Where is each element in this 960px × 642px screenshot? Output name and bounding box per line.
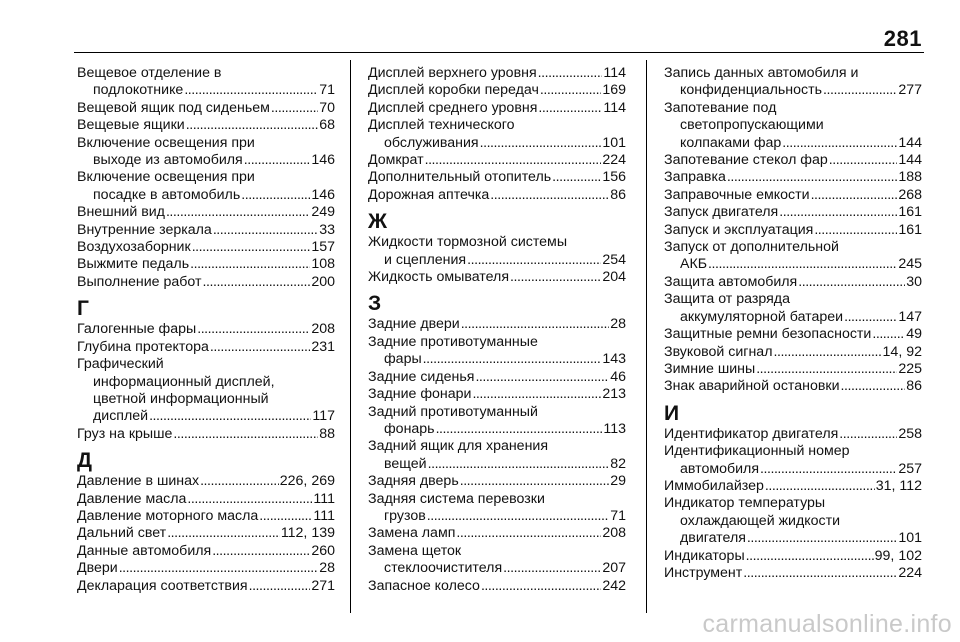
leader-dots xyxy=(167,525,280,542)
entry-text: Дисплей технического xyxy=(368,117,515,134)
leader-dots xyxy=(259,508,312,525)
leader-dots xyxy=(425,152,602,169)
section-letter: Д xyxy=(77,449,92,473)
index-column-1 xyxy=(77,65,335,595)
leader-dots xyxy=(841,378,906,395)
entry-text: Задние фонари xyxy=(368,386,472,403)
entry-text: Звуковой сигнал xyxy=(664,343,773,360)
entry-text: обслуживания xyxy=(384,134,479,151)
leader-dots xyxy=(271,100,318,117)
page-reference: 70 xyxy=(319,99,335,116)
entry-text: Идентификатор двигателя xyxy=(664,425,839,442)
page-reference: 157 xyxy=(311,239,335,256)
leader-dots xyxy=(727,169,897,186)
entry-text: Задний противотуманный xyxy=(368,403,538,420)
index-entry xyxy=(368,438,626,473)
page-reference: 144 xyxy=(898,152,922,169)
leader-dots xyxy=(244,152,311,169)
page-reference: 257 xyxy=(898,460,922,477)
entry-text: фонарь xyxy=(384,420,435,437)
index-entry xyxy=(77,356,335,426)
index-entry xyxy=(77,560,335,577)
index-entry xyxy=(77,508,335,525)
leader-dots xyxy=(538,100,602,117)
page-reference: 144 xyxy=(898,134,922,151)
entry-text: Давление моторного масла xyxy=(77,507,259,524)
leader-dots xyxy=(184,82,318,99)
index-entry xyxy=(664,326,922,343)
page-reference: 49 xyxy=(906,326,922,343)
entry-text: цветной информационный xyxy=(93,390,269,407)
entry-text: Задние двери xyxy=(368,316,460,333)
index-entry xyxy=(664,443,922,478)
page-reference: 161 xyxy=(898,204,922,221)
leader-dots xyxy=(475,369,609,386)
index-entry xyxy=(664,565,922,582)
entry-text: двигателя xyxy=(680,530,746,547)
index-entry xyxy=(77,578,335,595)
index-entry xyxy=(664,204,922,221)
entry-text: Жидкость омывателя xyxy=(368,269,510,286)
leader-dots xyxy=(428,456,610,473)
entry-text: Вещевой ящик под сиденьем xyxy=(77,99,270,116)
index-entry xyxy=(368,316,626,333)
page-reference: 271 xyxy=(311,577,335,594)
entry-text: Воздухозаборник xyxy=(77,239,191,256)
entry-text: Задние сиденья xyxy=(368,368,475,385)
page-reference: 117 xyxy=(312,408,335,425)
index-column-3 xyxy=(664,65,922,582)
index-entry xyxy=(368,117,626,152)
entry-text: Зимние шины xyxy=(664,360,756,377)
column-divider xyxy=(350,60,351,613)
leader-dots xyxy=(166,204,310,221)
index-entry xyxy=(77,274,335,291)
watermark-text: carmanualsonline.info xyxy=(702,610,952,638)
index-entry xyxy=(368,100,626,117)
entry-text: Галогенные фары xyxy=(77,321,197,338)
index-entry xyxy=(664,291,922,326)
leader-dots xyxy=(814,222,897,239)
entry-text: Защитные ремни безопасности xyxy=(664,326,872,343)
entry-text: Дисплей среднего уровня xyxy=(368,99,538,116)
entry-text: Вещевое отделение в xyxy=(77,65,222,81)
page-reference: 86 xyxy=(906,378,922,395)
page-reference: 28 xyxy=(610,316,626,333)
entry-text: Запотевание стекол фар xyxy=(664,152,828,169)
entry-text: светопропускающими xyxy=(680,117,824,134)
entry-text: Запасное колесо xyxy=(368,577,480,594)
index-entry xyxy=(664,152,922,169)
index-entry xyxy=(664,426,922,443)
entry-text: стеклоочистителя xyxy=(384,560,503,577)
leader-dots xyxy=(839,426,897,443)
entry-text: Знак аварийной остановки xyxy=(664,378,840,395)
entry-text: Вещевые ящики xyxy=(77,117,185,134)
leader-dots xyxy=(436,421,603,438)
leader-dots xyxy=(460,473,610,490)
entry-text: Защита от разряда xyxy=(664,291,790,308)
leader-dots xyxy=(503,560,601,577)
leader-dots xyxy=(467,252,601,269)
entry-text: Груз на крыше xyxy=(77,425,173,442)
section-letter: З xyxy=(368,292,382,316)
index-entry xyxy=(77,473,335,490)
entry-text: выходе из автомобиля xyxy=(93,152,243,169)
index-entry xyxy=(664,274,922,291)
index-entry xyxy=(368,234,626,269)
leader-dots xyxy=(510,269,601,286)
page-reference: 113 xyxy=(603,420,626,437)
entry-text: подлокотнике xyxy=(93,82,184,99)
index-entry xyxy=(368,152,626,169)
page-reference: 224 xyxy=(898,564,922,581)
page-reference: 88 xyxy=(319,425,335,442)
leader-dots xyxy=(746,548,874,565)
index-entry xyxy=(664,495,922,547)
index-entry xyxy=(368,187,626,204)
page-reference: 111 xyxy=(313,507,335,524)
page-reference: 258 xyxy=(898,425,922,442)
leader-dots xyxy=(472,386,601,403)
leader-dots xyxy=(829,152,898,169)
page-number: 281 xyxy=(883,26,922,51)
index-entry xyxy=(77,491,335,508)
leader-dots xyxy=(747,530,897,547)
leader-dots xyxy=(765,478,875,495)
entry-text: грузов xyxy=(384,507,426,524)
page-reference: 200 xyxy=(311,273,335,290)
entry-text: Индикаторы xyxy=(664,547,745,564)
index-entry xyxy=(664,344,922,361)
index-entry xyxy=(664,478,922,495)
entry-text: охлаждающей жидкости xyxy=(680,512,841,529)
page-reference: 188 xyxy=(898,169,922,186)
entry-text: Задняя система перевозки xyxy=(368,490,545,507)
index-entry xyxy=(664,65,922,100)
header-rule xyxy=(74,52,924,53)
leader-dots xyxy=(197,321,310,338)
entry-text: Замена щеток xyxy=(368,542,462,559)
index-entry xyxy=(77,222,335,239)
section-letter: Г xyxy=(77,297,89,321)
index-entry xyxy=(664,222,922,239)
entry-text: Индикатор температуры xyxy=(664,495,826,512)
index-entry xyxy=(368,525,626,542)
page-reference: 231 xyxy=(311,338,335,355)
index-entry xyxy=(368,269,626,286)
page-reference: 169 xyxy=(602,82,626,99)
entry-text: Замена ламп xyxy=(368,525,456,542)
entry-text: АКБ xyxy=(680,256,708,273)
page-reference: 225 xyxy=(898,360,922,377)
page-reference: 28 xyxy=(319,560,335,577)
page-reference: 245 xyxy=(898,256,922,273)
entry-text: Запуск от дополнительной xyxy=(664,239,839,256)
entry-text: Выжмите педаль xyxy=(77,256,190,273)
leader-dots xyxy=(760,461,897,478)
page-reference: 99, 102 xyxy=(874,547,922,564)
leader-dots xyxy=(173,426,318,443)
leader-dots xyxy=(773,344,881,361)
index-entry xyxy=(368,386,626,403)
leader-dots xyxy=(423,351,602,368)
entry-text: Запуск двигателя xyxy=(664,204,779,221)
leader-dots xyxy=(149,408,311,425)
entry-text: Дорожная аптечка xyxy=(368,186,490,203)
leader-dots xyxy=(872,326,905,343)
entry-text: Идентификационный номер xyxy=(664,443,850,460)
entry-text: Выполнение работ xyxy=(77,273,202,290)
entry-text: Внешний вид xyxy=(77,204,165,221)
leader-dots xyxy=(708,256,897,273)
leader-dots xyxy=(782,135,897,152)
page-reference: 31, 112 xyxy=(875,477,922,494)
page-reference: 268 xyxy=(898,186,922,203)
page-reference: 146 xyxy=(311,186,335,203)
entry-text: Дисплей коробки передач xyxy=(368,82,539,99)
leader-dots xyxy=(241,187,310,204)
leader-dots xyxy=(192,239,311,256)
leader-dots xyxy=(756,361,897,378)
entry-text: Включение освещения при xyxy=(77,169,255,186)
leader-dots xyxy=(538,65,603,82)
leader-dots xyxy=(461,316,610,333)
entry-text: и сцепления xyxy=(384,251,467,268)
page-reference: 111 xyxy=(313,490,335,507)
page-reference: 29 xyxy=(610,473,626,490)
leader-dots xyxy=(186,117,318,134)
entry-text: Данные автомобиля xyxy=(77,542,212,559)
index-entry xyxy=(77,239,335,256)
entry-text: Иммобилайзер xyxy=(664,477,764,494)
leader-dots xyxy=(552,169,601,186)
entry-text: Защита автомобиля xyxy=(664,273,798,290)
section-letter: И xyxy=(664,401,680,425)
page-reference: 249 xyxy=(311,204,335,221)
entry-text: Заправочные емкости xyxy=(664,186,810,203)
page-reference: 204 xyxy=(602,269,626,286)
leader-dots xyxy=(844,309,897,326)
entry-text: Графический xyxy=(77,356,164,373)
entry-text: Задний ящик для хранения xyxy=(368,438,549,455)
leader-dots xyxy=(200,473,279,490)
page-reference: 14, 92 xyxy=(882,343,922,360)
leader-dots xyxy=(119,560,319,577)
entry-text: Дополнительный отопитель xyxy=(368,169,552,186)
section-letter: Ж xyxy=(368,210,387,234)
entry-text: Двери xyxy=(77,560,118,577)
index-entry xyxy=(664,239,922,274)
entry-text: Давление масла xyxy=(77,490,187,507)
entry-text: посадке в автомобиль xyxy=(93,186,241,203)
leader-dots xyxy=(481,578,601,595)
leader-dots xyxy=(203,274,311,291)
index-entry xyxy=(368,65,626,82)
leader-dots xyxy=(490,187,609,204)
index-entry xyxy=(368,334,626,369)
page-reference: 156 xyxy=(602,169,626,186)
index-entry xyxy=(664,100,922,152)
page-reference: 143 xyxy=(602,351,626,368)
entry-text: Дисплей верхнего уровня xyxy=(368,65,537,81)
entry-text: Жидкости тормозной системы xyxy=(368,234,568,251)
index-entry xyxy=(77,117,335,134)
index-entry xyxy=(368,491,626,526)
page-reference: 86 xyxy=(610,186,626,203)
page-reference: 30 xyxy=(906,273,922,290)
index-entry xyxy=(77,321,335,338)
entry-text: Домкрат xyxy=(368,152,424,169)
entry-text: аккумуляторной батареи xyxy=(680,308,844,325)
index-entry xyxy=(77,543,335,560)
page-reference: 68 xyxy=(319,117,335,134)
index-entry xyxy=(77,426,335,443)
leader-dots xyxy=(187,491,312,508)
index-entry xyxy=(77,65,335,100)
leader-dots xyxy=(213,222,318,239)
leader-dots xyxy=(456,525,601,542)
index-entry xyxy=(77,135,335,170)
index-entry xyxy=(368,169,626,186)
leader-dots xyxy=(427,508,609,525)
entry-text: Глубина протектора xyxy=(77,338,209,355)
index-entry xyxy=(664,548,922,565)
page-reference: 46 xyxy=(610,368,626,385)
entry-text: конфиденциальность xyxy=(680,82,823,99)
page-reference: 208 xyxy=(311,321,335,338)
page-reference: 112, 139 xyxy=(280,525,335,542)
index-entry xyxy=(664,361,922,378)
page-reference: 108 xyxy=(311,256,335,273)
index-entry xyxy=(77,525,335,542)
index-entry xyxy=(77,204,335,221)
entry-text: Задняя дверь xyxy=(368,473,459,490)
entry-text: дисплей xyxy=(93,408,149,425)
leader-dots xyxy=(210,339,310,356)
index-entry xyxy=(77,339,335,356)
entry-text: информационный дисплей, xyxy=(93,373,275,390)
index-entry xyxy=(368,578,626,595)
leader-dots xyxy=(212,543,310,560)
page-reference: 224 xyxy=(602,152,626,169)
leader-dots xyxy=(811,187,898,204)
entry-text: автомобиля xyxy=(680,460,760,477)
entry-text: Внутренние зеркала xyxy=(77,221,212,238)
entry-text: Запотевание под xyxy=(664,99,777,116)
page-reference: 114 xyxy=(603,99,626,116)
index-column-2 xyxy=(368,65,626,595)
index-entry xyxy=(664,187,922,204)
entry-text: Включение освещения при xyxy=(77,134,255,151)
index-entry xyxy=(368,543,626,578)
entry-text: Декларация соответствия xyxy=(77,577,248,594)
leader-dots xyxy=(540,82,601,99)
page-reference: 260 xyxy=(311,542,335,559)
page-reference: 114 xyxy=(603,65,626,81)
entry-text: Инструмент xyxy=(664,564,743,581)
entry-text: Запуск и эксплуатация xyxy=(664,221,814,238)
page-reference: 71 xyxy=(610,507,626,524)
page-reference: 146 xyxy=(311,152,335,169)
leader-dots xyxy=(190,256,310,273)
leader-dots xyxy=(249,578,311,595)
entry-text: колпаками фар xyxy=(680,134,782,151)
index-entry xyxy=(664,378,922,395)
page-reference: 101 xyxy=(602,134,626,151)
page-reference: 33 xyxy=(319,221,335,238)
index-entry xyxy=(77,100,335,117)
index-entry xyxy=(368,369,626,386)
page-reference: 71 xyxy=(319,82,335,99)
page-reference: 226, 269 xyxy=(279,473,335,490)
index-entry xyxy=(368,473,626,490)
leader-dots xyxy=(798,274,905,291)
leader-dots xyxy=(779,204,897,221)
index-entry xyxy=(368,82,626,99)
leader-dots xyxy=(480,135,602,152)
entry-text: Дальний свет xyxy=(77,525,167,542)
page-reference: 254 xyxy=(602,251,626,268)
entry-text: Задние противотуманные xyxy=(368,333,538,350)
entry-text: вещей xyxy=(384,455,427,472)
page-reference: 277 xyxy=(898,82,922,99)
page-reference: 101 xyxy=(898,530,922,547)
index-entry xyxy=(664,169,922,186)
leader-dots xyxy=(823,82,897,99)
page-reference: 147 xyxy=(898,308,922,325)
index-entry xyxy=(77,169,335,204)
page-reference: 207 xyxy=(602,560,626,577)
page-reference: 213 xyxy=(602,386,626,403)
entry-text: Запись данных автомобиля и xyxy=(664,65,859,81)
page-reference: 161 xyxy=(898,221,922,238)
entry-text: Давление в шинах xyxy=(77,473,200,490)
column-divider xyxy=(646,60,647,613)
leader-dots xyxy=(743,565,897,582)
page-reference: 208 xyxy=(602,525,626,542)
page-reference: 242 xyxy=(602,577,626,594)
page-reference: 82 xyxy=(610,455,626,472)
entry-text: Заправка xyxy=(664,169,726,186)
entry-text: фары xyxy=(384,351,422,368)
index-entry xyxy=(368,404,626,439)
index-entry xyxy=(77,256,335,273)
